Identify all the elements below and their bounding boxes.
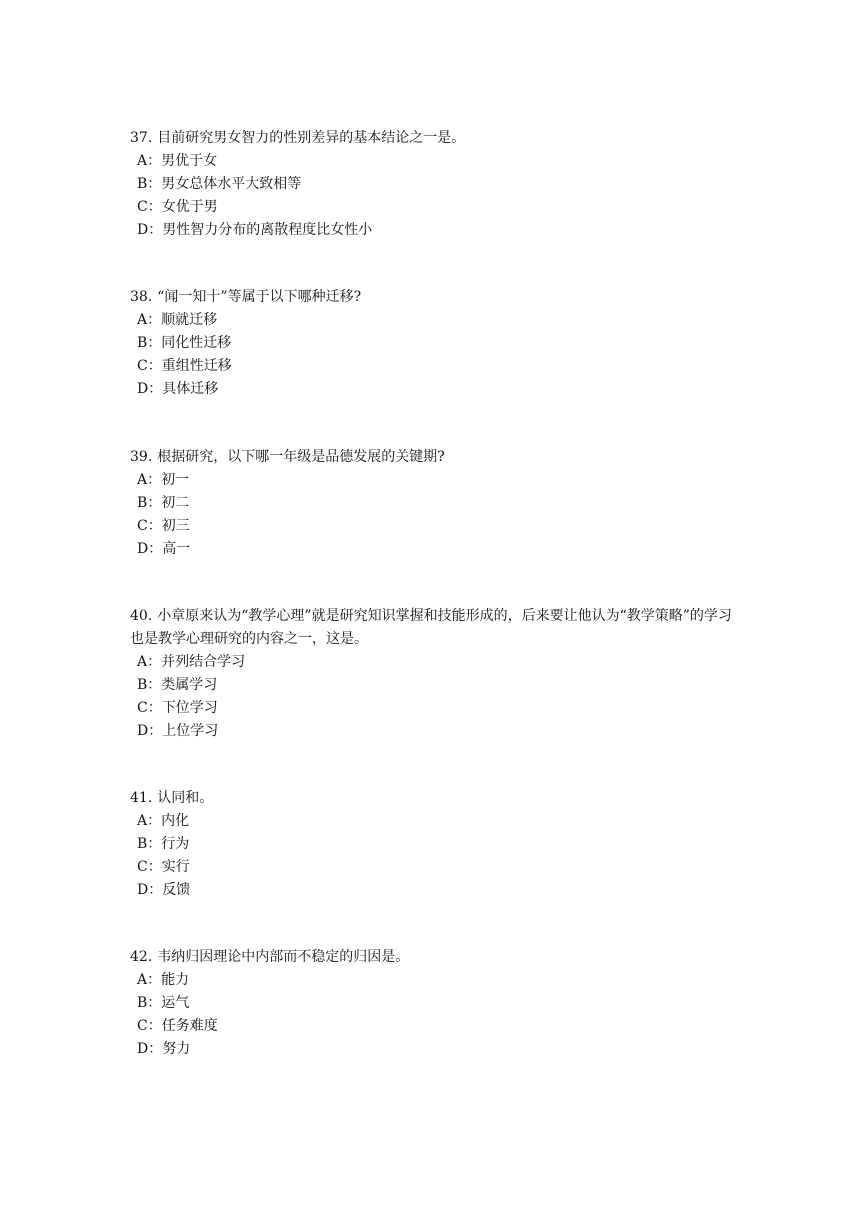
- question-38: [130, 286, 740, 401]
- option-b: [130, 492, 740, 515]
- option-text: 运气: [161, 995, 190, 1011]
- option-letter: A：: [137, 153, 162, 169]
- option-b: [130, 833, 740, 856]
- option-list: [130, 150, 740, 242]
- option-letter: A：: [137, 654, 162, 670]
- option-letter: D：: [137, 541, 163, 557]
- question-number: 41.: [130, 790, 153, 806]
- option-c: [130, 355, 740, 378]
- question-stem: [130, 946, 740, 969]
- option-letter: B：: [137, 677, 162, 693]
- option-d: [130, 720, 740, 743]
- option-b: [130, 992, 740, 1015]
- option-c: [130, 515, 740, 538]
- option-letter: C：: [137, 1018, 162, 1034]
- option-text: 男女总体水平大致相等: [161, 176, 302, 192]
- question-stem: [130, 605, 740, 651]
- option-letter: D：: [137, 723, 163, 739]
- question-number: 38.: [130, 289, 153, 305]
- option-list: [130, 969, 740, 1061]
- option-letter: A：: [137, 813, 162, 829]
- question-37: [130, 127, 740, 242]
- option-c: [130, 697, 740, 720]
- option-letter: D：: [137, 222, 163, 238]
- option-letter: A：: [137, 312, 162, 328]
- option-text: 男性智力分布的离散程度比女性小: [162, 222, 373, 238]
- question-42: [130, 946, 740, 1061]
- question-stem: [130, 446, 740, 469]
- question-39: [130, 446, 740, 561]
- option-letter: B：: [137, 495, 162, 511]
- option-text: 重组性迁移: [161, 358, 232, 374]
- option-letter: C：: [137, 358, 162, 374]
- option-text: 下位学习: [161, 700, 218, 716]
- question-number: 39.: [130, 449, 153, 465]
- option-text: 努力: [162, 1041, 191, 1057]
- option-list: [130, 309, 740, 401]
- option-letter: B：: [137, 176, 162, 192]
- option-text: 反馈: [162, 882, 191, 898]
- question-text: “闻一知十”等属于以下哪种迁移?: [157, 289, 362, 305]
- option-text: 类属学习: [161, 677, 218, 693]
- option-letter: C：: [137, 199, 162, 215]
- option-d: [130, 219, 740, 242]
- question-number: 40.: [130, 608, 153, 624]
- option-text: 顺就迁移: [161, 312, 218, 328]
- question-text: 根据研究，以下哪一年级是品德发展的关键期?: [157, 449, 445, 465]
- option-text: 内化: [161, 813, 190, 829]
- option-letter: D：: [137, 381, 163, 397]
- option-text: 同化性迁移: [161, 335, 232, 351]
- option-text: 女优于男: [161, 199, 218, 215]
- question-stem: [130, 127, 740, 150]
- option-d: [130, 378, 740, 401]
- option-letter: D：: [137, 882, 163, 898]
- option-c: [130, 856, 740, 879]
- option-list: [130, 810, 740, 902]
- option-a: [130, 150, 740, 173]
- question-number: 37.: [130, 130, 153, 146]
- option-text: 男优于女: [161, 153, 218, 169]
- option-text: 上位学习: [162, 723, 219, 739]
- option-letter: B：: [137, 995, 162, 1011]
- option-a: [130, 309, 740, 332]
- option-b: [130, 173, 740, 196]
- question-41: [130, 787, 740, 902]
- question-text: 韦纳归因理论中内部而不稳定的归因是。: [157, 949, 410, 965]
- option-text: 初二: [161, 495, 190, 511]
- question-text: 目前研究男女智力的性别差异的基本结论之一是。: [157, 130, 466, 146]
- option-letter: B：: [137, 335, 162, 351]
- option-d: [130, 1038, 740, 1061]
- option-list: [130, 651, 740, 743]
- question-stem: [130, 286, 740, 309]
- option-text: 并列结合学习: [161, 654, 246, 670]
- option-letter: C：: [137, 859, 162, 875]
- option-text: 具体迁移: [162, 381, 219, 397]
- option-b: [130, 674, 740, 697]
- option-text: 高一: [162, 541, 191, 557]
- question-stem: [130, 787, 740, 810]
- option-b: [130, 332, 740, 355]
- option-c: [130, 196, 740, 219]
- question-text: 小章原来认为“教学心理”就是研究知识掌握和技能形成的，后来要让他认为“教学策略”的学习也是教学心理研究的内容之一，这是。: [130, 608, 732, 647]
- question-40: [130, 605, 740, 743]
- option-text: 能力: [161, 972, 190, 988]
- question-text: 认同和。: [157, 790, 214, 806]
- option-text: 初三: [161, 518, 190, 534]
- option-text: 行为: [161, 836, 190, 852]
- option-d: [130, 879, 740, 902]
- option-text: 任务难度: [161, 1018, 218, 1034]
- option-list: [130, 469, 740, 561]
- option-a: [130, 469, 740, 492]
- option-letter: A：: [137, 472, 162, 488]
- question-number: 42.: [130, 949, 153, 965]
- option-a: [130, 810, 740, 833]
- option-a: [130, 651, 740, 674]
- option-letter: C：: [137, 518, 162, 534]
- option-d: [130, 538, 740, 561]
- option-text: 初一: [161, 472, 190, 488]
- option-a: [130, 969, 740, 992]
- option-letter: B：: [137, 836, 162, 852]
- option-letter: D：: [137, 1041, 163, 1057]
- option-letter: A：: [137, 972, 162, 988]
- option-text: 实行: [161, 859, 190, 875]
- option-letter: C：: [137, 700, 162, 716]
- option-c: [130, 1015, 740, 1038]
